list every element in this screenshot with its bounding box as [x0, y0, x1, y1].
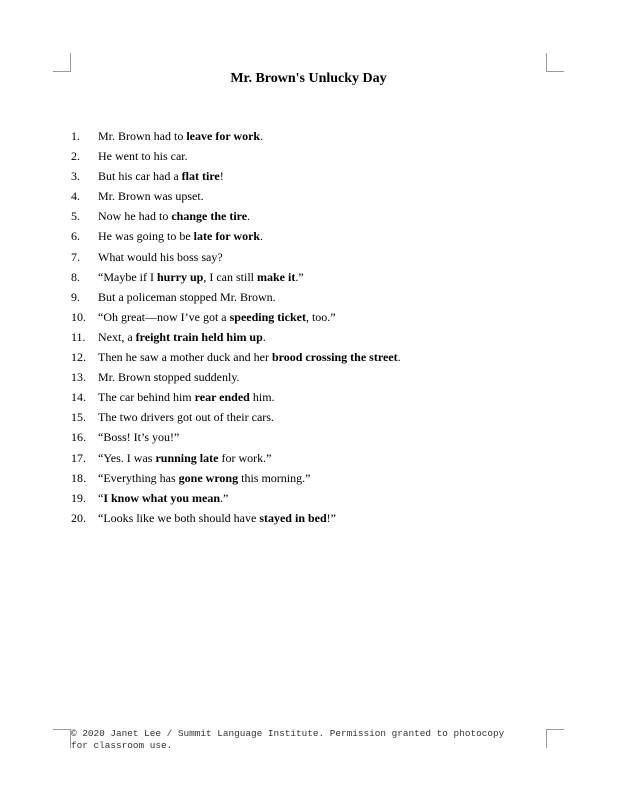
text-run: He went to his car. — [98, 149, 188, 164]
list-item-number: 2. — [71, 149, 80, 164]
list-item — [71, 167, 541, 187]
text-run: . — [262, 329, 266, 344]
text-run: him. — [249, 390, 275, 405]
list-item-number: 14. — [71, 390, 86, 405]
bold-phrase: make it — [257, 269, 296, 284]
list-item-text — [98, 509, 336, 527]
footer-line-2: for classroom use. — [71, 740, 173, 751]
bold-phrase: late for work — [193, 229, 261, 244]
list-item-text — [98, 167, 224, 185]
text-run: “Boss! It’s you!” — [98, 430, 180, 445]
bold-phrase: I know what you mean — [103, 490, 221, 505]
text-run: But a policeman stopped Mr. Brown. — [98, 289, 276, 304]
bold-phrase: rear ended — [194, 390, 250, 405]
text-run: “Maybe if I — [98, 269, 157, 284]
list-item-number: 20. — [71, 510, 86, 525]
crop-mark-top-left — [53, 53, 71, 72]
list-item-number: 15. — [71, 410, 86, 425]
list-item-text — [98, 207, 250, 225]
list-item-text — [98, 428, 179, 446]
bold-phrase: change the tire — [171, 209, 248, 224]
list-item-text — [98, 328, 266, 346]
list-item-text — [98, 268, 304, 286]
text-run: ! — [219, 169, 224, 184]
list-item-number: 6. — [71, 229, 80, 244]
list-item-text — [98, 388, 275, 406]
text-run: “Everything has — [98, 470, 179, 485]
text-run: “Oh great—now I’ve got a — [98, 309, 230, 324]
list-item-number: 4. — [71, 189, 80, 204]
bold-phrase: hurry up — [156, 269, 204, 284]
numbered-list — [71, 127, 541, 529]
text-run: But his car had a — [98, 169, 182, 184]
list-item — [71, 428, 541, 448]
list-item-number: 7. — [71, 249, 80, 264]
list-item — [71, 288, 541, 308]
bold-phrase: flat tire — [181, 169, 220, 184]
list-item — [71, 449, 541, 469]
text-run: . — [397, 350, 401, 365]
text-run: .” — [220, 490, 229, 505]
list-item-text — [98, 469, 310, 487]
list-item — [71, 207, 541, 227]
copyright-footer — [71, 728, 546, 752]
list-item-number: 12. — [71, 350, 86, 365]
list-item — [71, 328, 541, 348]
list-item — [71, 308, 541, 328]
list-item-text — [98, 368, 240, 386]
text-run: He was going to be — [98, 229, 194, 244]
list-item-text — [98, 489, 228, 507]
text-run: , I can still — [203, 269, 257, 284]
list-item-number: 8. — [71, 269, 80, 284]
bold-phrase: gone wrong — [178, 470, 239, 485]
text-run: Mr. Brown stopped suddenly. — [98, 370, 240, 385]
list-item-text — [98, 227, 263, 245]
text-run: What would his boss say? — [98, 249, 223, 264]
list-item — [71, 268, 541, 288]
list-item — [71, 348, 541, 368]
list-item-text — [98, 308, 336, 326]
crop-mark-bottom-left — [53, 729, 71, 748]
text-run: “ — [98, 490, 104, 505]
list-item-text — [98, 449, 271, 467]
list-item-number: 13. — [71, 370, 86, 385]
text-run: Mr. Brown was upset. — [98, 189, 204, 204]
list-item-text — [98, 288, 276, 306]
list-item — [71, 248, 541, 268]
list-item — [71, 469, 541, 489]
list-item-text — [98, 147, 188, 165]
list-item — [71, 408, 541, 428]
bold-phrase: brood crossing the street — [271, 350, 398, 365]
list-item-number: 3. — [71, 169, 80, 184]
list-item-text — [98, 408, 274, 426]
text-run: . — [247, 209, 251, 224]
bold-phrase: running late — [155, 450, 219, 465]
text-run: The car behind him — [98, 390, 195, 405]
text-run: . — [260, 229, 264, 244]
page-title: Mr. Brown's Unlucky Day — [230, 71, 387, 86]
list-item — [71, 147, 541, 167]
bold-phrase: speeding ticket — [229, 309, 306, 324]
list-item-number: 5. — [71, 209, 80, 224]
list-item-number: 11. — [71, 329, 86, 344]
list-item — [71, 489, 541, 509]
text-run: , too.” — [305, 309, 336, 324]
list-item-text — [98, 348, 401, 366]
list-item-number: 9. — [71, 289, 80, 304]
list-item-text — [98, 127, 263, 145]
text-run: .” — [295, 269, 304, 284]
text-run: Mr. Brown had to — [98, 129, 187, 143]
text-run: this morning.” — [238, 470, 311, 485]
list-item — [71, 388, 541, 408]
list-item-number: 18. — [71, 470, 86, 485]
bold-phrase: freight train held him up — [135, 329, 263, 344]
list-item-text — [98, 248, 223, 266]
list-item-number: 16. — [71, 430, 86, 445]
list-item — [71, 368, 541, 388]
text-run: “Yes. I was — [98, 450, 156, 465]
list-item — [71, 187, 541, 207]
text-run: The two drivers got out of their cars. — [98, 410, 274, 425]
text-run: Then he saw a mother duck and her — [98, 350, 272, 365]
list-item-text — [98, 187, 204, 205]
list-item — [71, 127, 541, 147]
list-item — [71, 227, 541, 247]
bold-phrase: stayed in bed — [259, 510, 327, 525]
list-item — [71, 509, 541, 529]
text-run: for work.” — [218, 450, 272, 465]
bold-phrase: leave for work — [186, 129, 261, 143]
crop-mark-top-right — [546, 53, 564, 72]
list-item-number: 19. — [71, 490, 86, 505]
text-run: “Looks like we both should have — [98, 510, 260, 525]
text-run: !” — [326, 510, 336, 525]
list-item-number: 10. — [71, 309, 86, 324]
list-item-number: 17. — [71, 450, 86, 465]
text-run: . — [260, 129, 264, 143]
crop-mark-bottom-right — [546, 729, 564, 748]
text-run: Next, a — [98, 329, 136, 344]
text-run: Now he had to — [98, 209, 172, 224]
list-item-number: 1. — [71, 129, 80, 143]
footer-line-1: © 2020 Janet Lee / Summit Language Institute. Permission granted to photocopy — [71, 728, 505, 739]
